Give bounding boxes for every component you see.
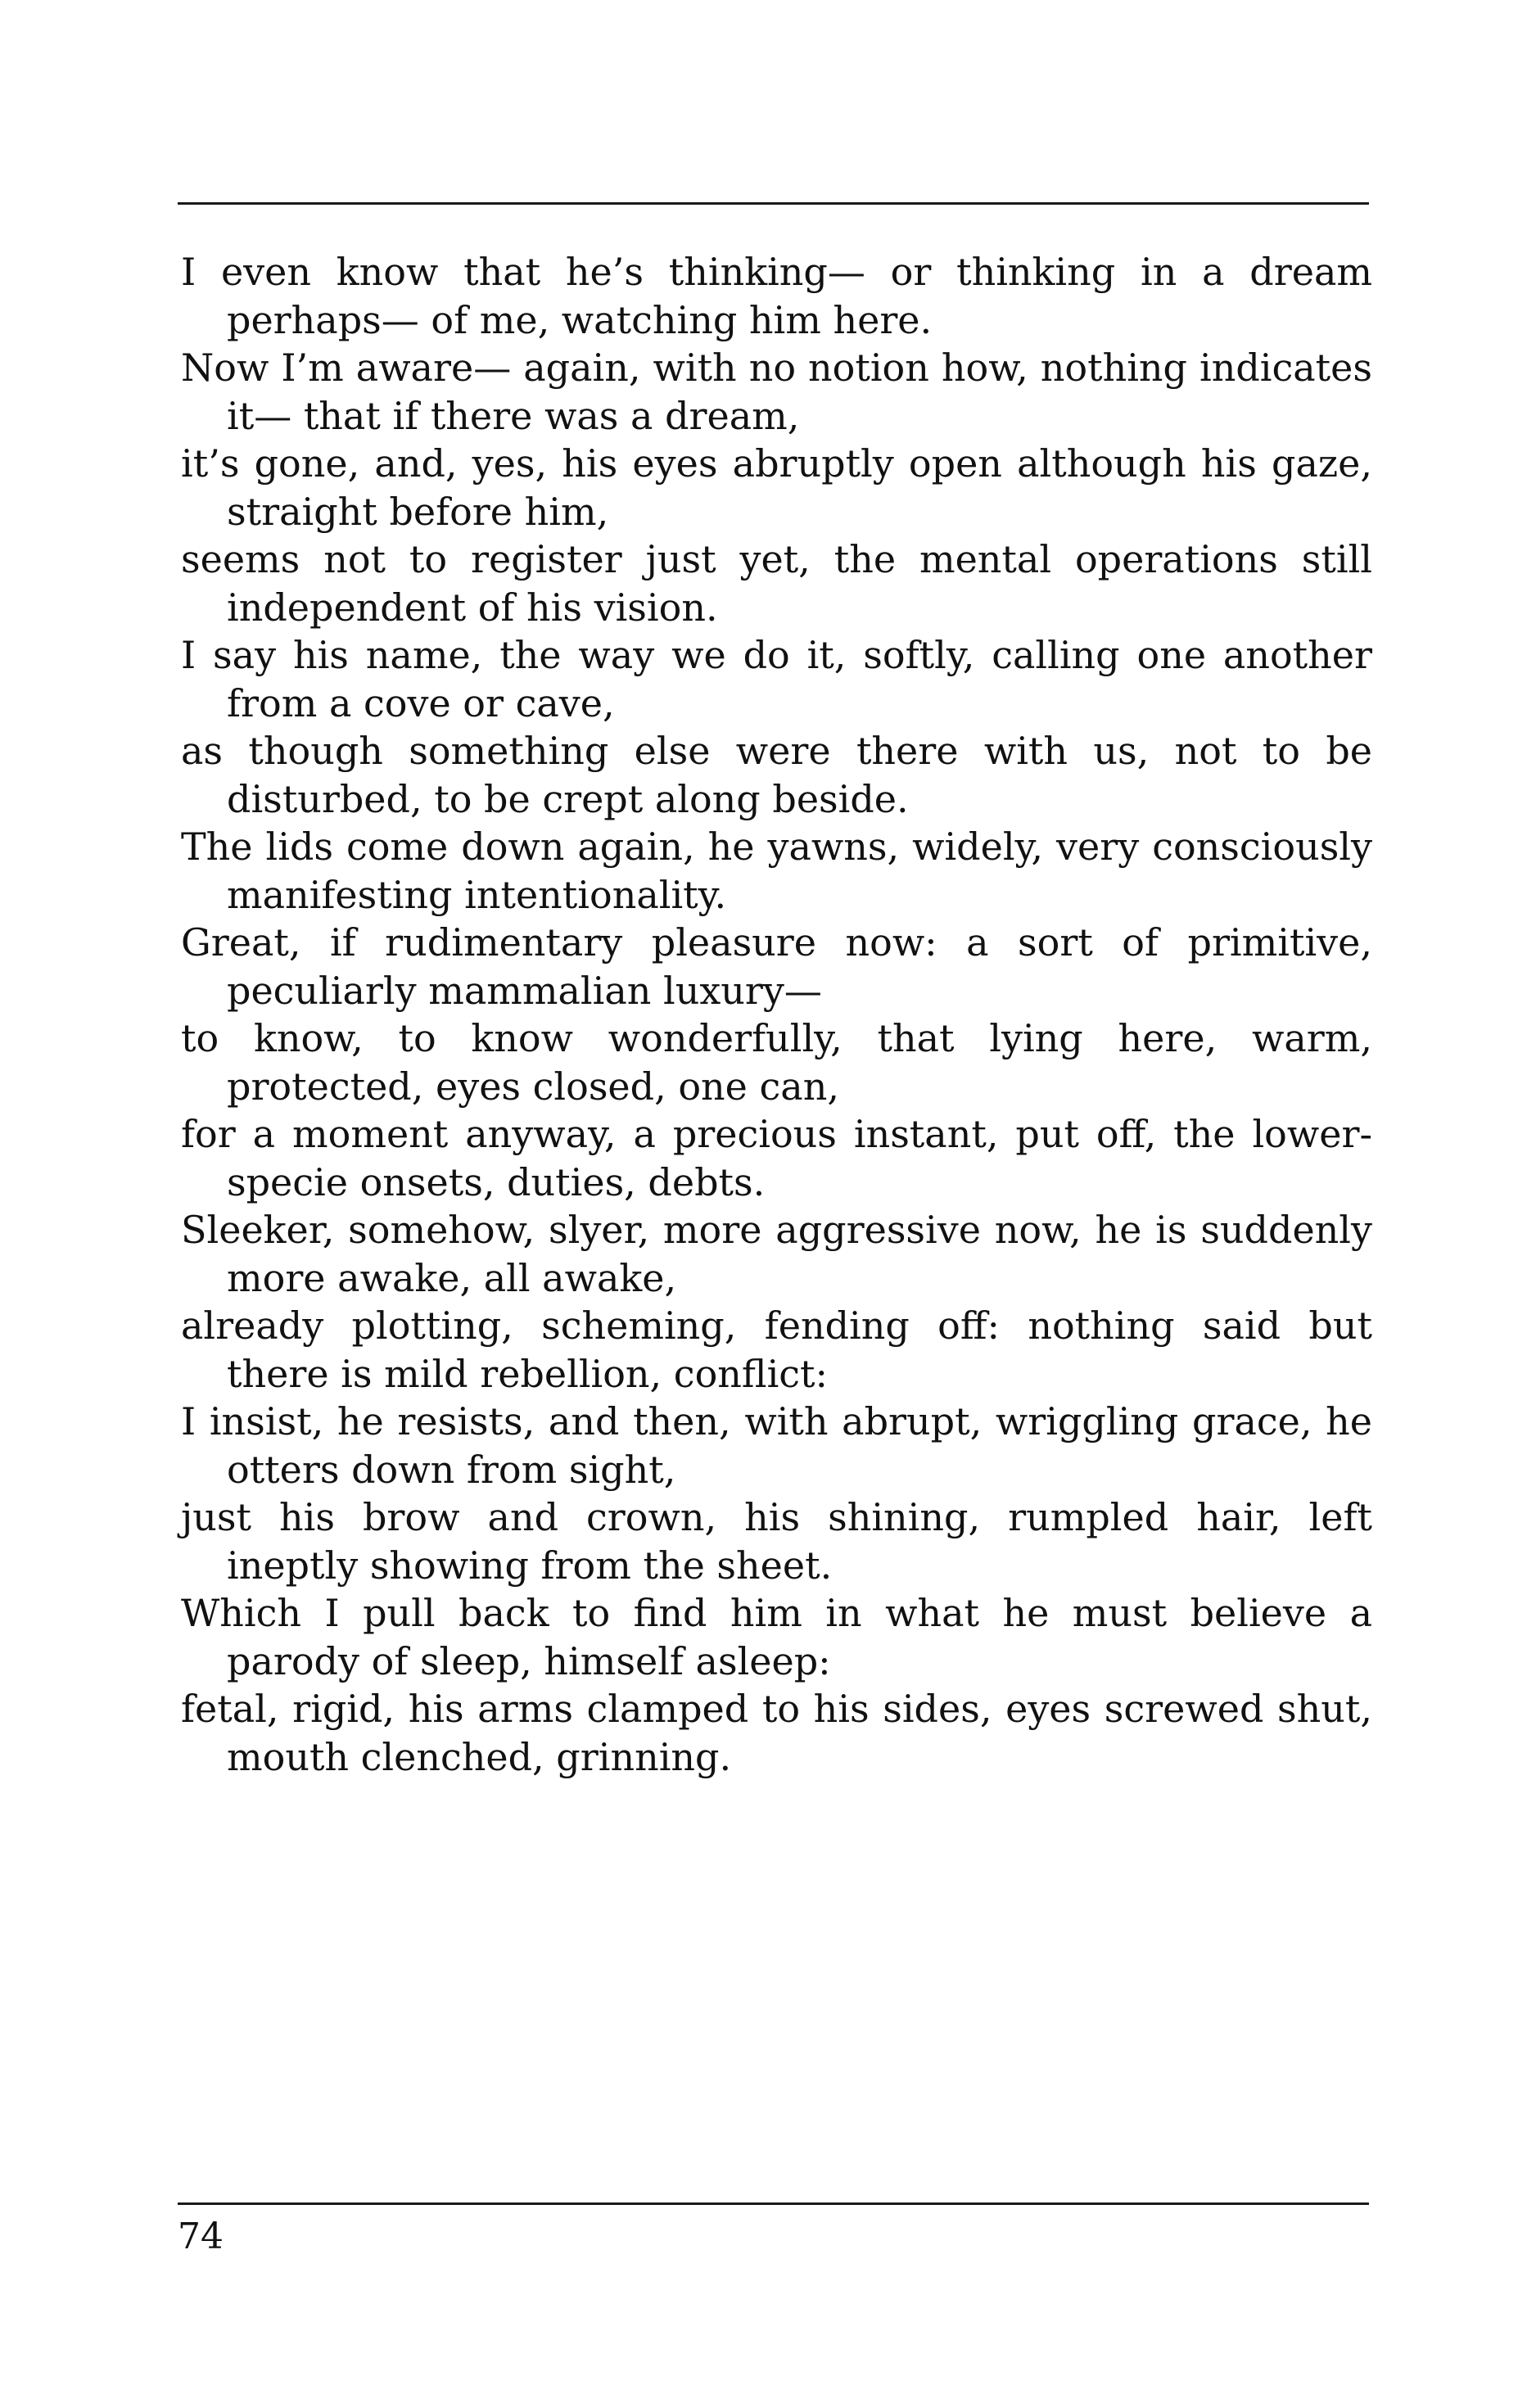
poem-line: The lids come down again, he yawns, widely, very consciously manifesting intentionality.	[181, 825, 1372, 917]
poem-body	[181, 248, 1372, 1781]
bottom-rule	[178, 2202, 1369, 2205]
poem-line: just his brow and crown, his shining, rumpled hair, left ineptly showing from the sheet.	[181, 1495, 1372, 1588]
poem-line: it’s gone, and, yes, his eyes abruptly open although his gaze, straight before him,	[181, 441, 1372, 534]
poem-line: fetal, rigid, his arms clamped to his sides, eyes screwed shut, mouth clenched, grinning.	[181, 1687, 1372, 1779]
poem-line: I say his name, the way we do it, softly, calling one another from a cove or cave,	[181, 633, 1372, 725]
poem-line: already plotting, scheming, fending off: nothing said but there is mild rebellion, conflict:	[181, 1303, 1372, 1396]
poem-line: Now I’m aware— again, with no notion how, nothing indicates it— that if there was a dream,	[181, 346, 1372, 438]
poem-line: for a moment anyway, a precious instant, put off, the lower-specie onsets, duties, debts.	[181, 1112, 1372, 1204]
poem-line: seems not to register just yet, the mental operations still independent of his vision.	[181, 537, 1372, 630]
poem-line: Great, if rudimentary pleasure now: a sort of primitive, peculiarly mammalian luxury—	[181, 920, 1372, 1013]
page-number: 74	[178, 2216, 224, 2257]
poem-line: as though something else were there with us, not to be disturbed, to be crept along beside.	[181, 729, 1372, 821]
poem-line: I insist, he resists, and then, with abrupt, wriggling grace, he otters down from sight,	[181, 1399, 1372, 1492]
poem-line: to know, to know wonderfully, that lying here, warm, protected, eyes closed, one can,	[181, 1016, 1372, 1109]
poem-line: Which I pull back to find him in what he must believe a parody of sleep, himself asleep:	[181, 1591, 1372, 1683]
top-rule	[178, 202, 1369, 205]
poem-line: Sleeker, somehow, slyer, more aggressive now, he is suddenly more awake, all awake,	[181, 1208, 1372, 1300]
poem-line: I even know that he’s thinking— or thinking in a dream perhaps— of me, watching him here.	[181, 250, 1372, 342]
